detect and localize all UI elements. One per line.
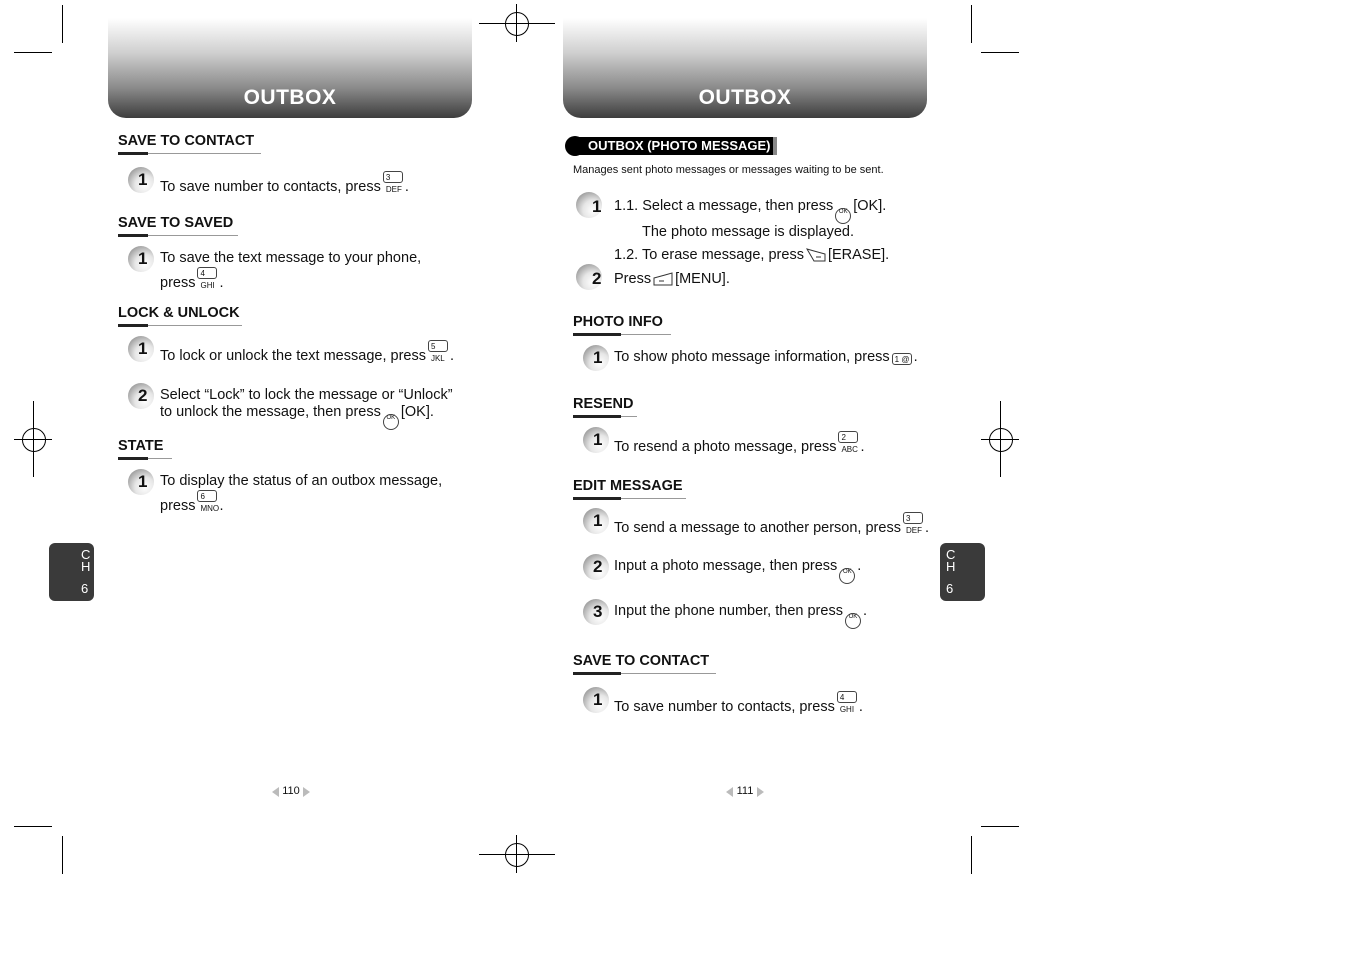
crop-mark	[971, 5, 972, 43]
registration-circle	[505, 843, 529, 867]
ok-key-icon: OK	[383, 414, 399, 430]
step-number: 1	[583, 508, 611, 536]
crop-mark	[14, 826, 52, 827]
section-title: RESEND	[573, 396, 634, 412]
step-text: To lock or unlock the text message, press5 JKL .	[160, 342, 454, 364]
step-text: To send a message to another person, press3 DEF .	[614, 514, 929, 536]
step-number: 1	[128, 167, 156, 195]
section-title: PHOTO INFO	[573, 314, 663, 330]
section-title: SAVE TO SAVED	[118, 215, 234, 231]
step-number: 2	[583, 554, 611, 582]
crop-mark	[62, 5, 63, 43]
crop-mark	[981, 52, 1019, 53]
step-number: 1	[583, 345, 611, 373]
step-text: To save the text message to your phone, press4 GHI .	[160, 250, 422, 291]
key-6-icon: 6 MNO	[197, 490, 217, 502]
page-title: OUTBOX	[243, 86, 337, 109]
chapter-tab: C H 6	[49, 543, 94, 601]
section-underline	[118, 324, 242, 327]
ok-key-icon: OK	[839, 568, 855, 584]
key-4-icon: 4 GHI	[197, 267, 217, 279]
step-number: 1	[583, 687, 611, 715]
step-text: To save number to contacts, press3 DEF .	[160, 173, 409, 195]
section-underline	[573, 672, 716, 675]
crop-mark	[62, 836, 63, 874]
crop-mark	[971, 836, 972, 874]
section-underline	[118, 152, 261, 155]
page-number: 110	[271, 785, 311, 797]
section-pill	[565, 136, 777, 156]
section-underline	[573, 415, 637, 418]
page-number: 111	[725, 785, 765, 797]
page-header	[108, 18, 472, 118]
step-number: 2	[128, 383, 156, 411]
key-2-icon: 2 ABC	[838, 431, 858, 443]
step-number: 1	[128, 336, 156, 364]
key-5-icon: 5 JKL	[428, 340, 448, 352]
key-3-icon: 3 DEF	[383, 171, 403, 183]
left-softkey-icon	[653, 272, 673, 286]
intro-text: Manages sent photo messages or messages waiting to be sent.	[573, 164, 884, 176]
section-title: STATE	[118, 438, 164, 454]
step-number: 1	[128, 469, 156, 497]
step-text: Input a photo message, then press OK .	[614, 558, 861, 584]
section-title: EDIT MESSAGE	[573, 478, 683, 494]
key-4-icon: 4 GHI	[837, 691, 857, 703]
step-number: 1	[583, 427, 611, 455]
section-title: SAVE TO CONTACT	[118, 133, 255, 149]
step-text: To display the status of an outbox message, press6 MNO.	[160, 473, 443, 514]
step-number: 1	[576, 192, 604, 220]
step-text: Input the phone number, then press OK .	[614, 603, 867, 629]
section-underline	[118, 234, 238, 237]
section-title: SAVE TO CONTACT	[573, 653, 710, 669]
step-number: 3	[583, 599, 611, 627]
section-underline	[118, 457, 172, 460]
chapter-tab: C H 6	[940, 543, 985, 601]
step-text: To save number to contacts, press4 GHI .	[614, 693, 863, 715]
page-title: OUTBOX	[698, 86, 792, 109]
registration-circle	[989, 428, 1013, 452]
step-text: Select “Lock” to lock the message or “Unlock” to unlock the message, then press OK [OK].	[160, 387, 453, 430]
section-underline	[573, 333, 671, 336]
registration-circle	[505, 12, 529, 36]
right-softkey-icon	[806, 248, 826, 262]
key-1-icon: 1 @	[892, 353, 912, 365]
step-number: 1	[128, 246, 156, 274]
pill-label: OUTBOX (PHOTO MESSAGE)	[588, 138, 771, 153]
step-number: 2	[576, 264, 604, 292]
step-text: To show photo message information, press 1 @ .	[614, 349, 918, 365]
section-underline	[573, 497, 686, 500]
page-header	[563, 18, 927, 118]
ok-key-icon: OK	[835, 208, 851, 224]
step-text: Press [MENU].	[614, 271, 730, 287]
ok-key-icon: OK	[845, 613, 861, 629]
section-title: LOCK & UNLOCK	[118, 305, 240, 321]
step-text: 1.1. Select a message, then press OK [OK]. The photo message is displayed. 1.2. To erase message, press [ERASE].	[614, 198, 890, 263]
key-3-icon: 3 DEF	[903, 512, 923, 524]
registration-circle	[22, 428, 46, 452]
crop-mark	[981, 826, 1019, 827]
crop-mark	[14, 52, 52, 53]
step-text: To resend a photo message, press2 ABC .	[614, 433, 865, 455]
